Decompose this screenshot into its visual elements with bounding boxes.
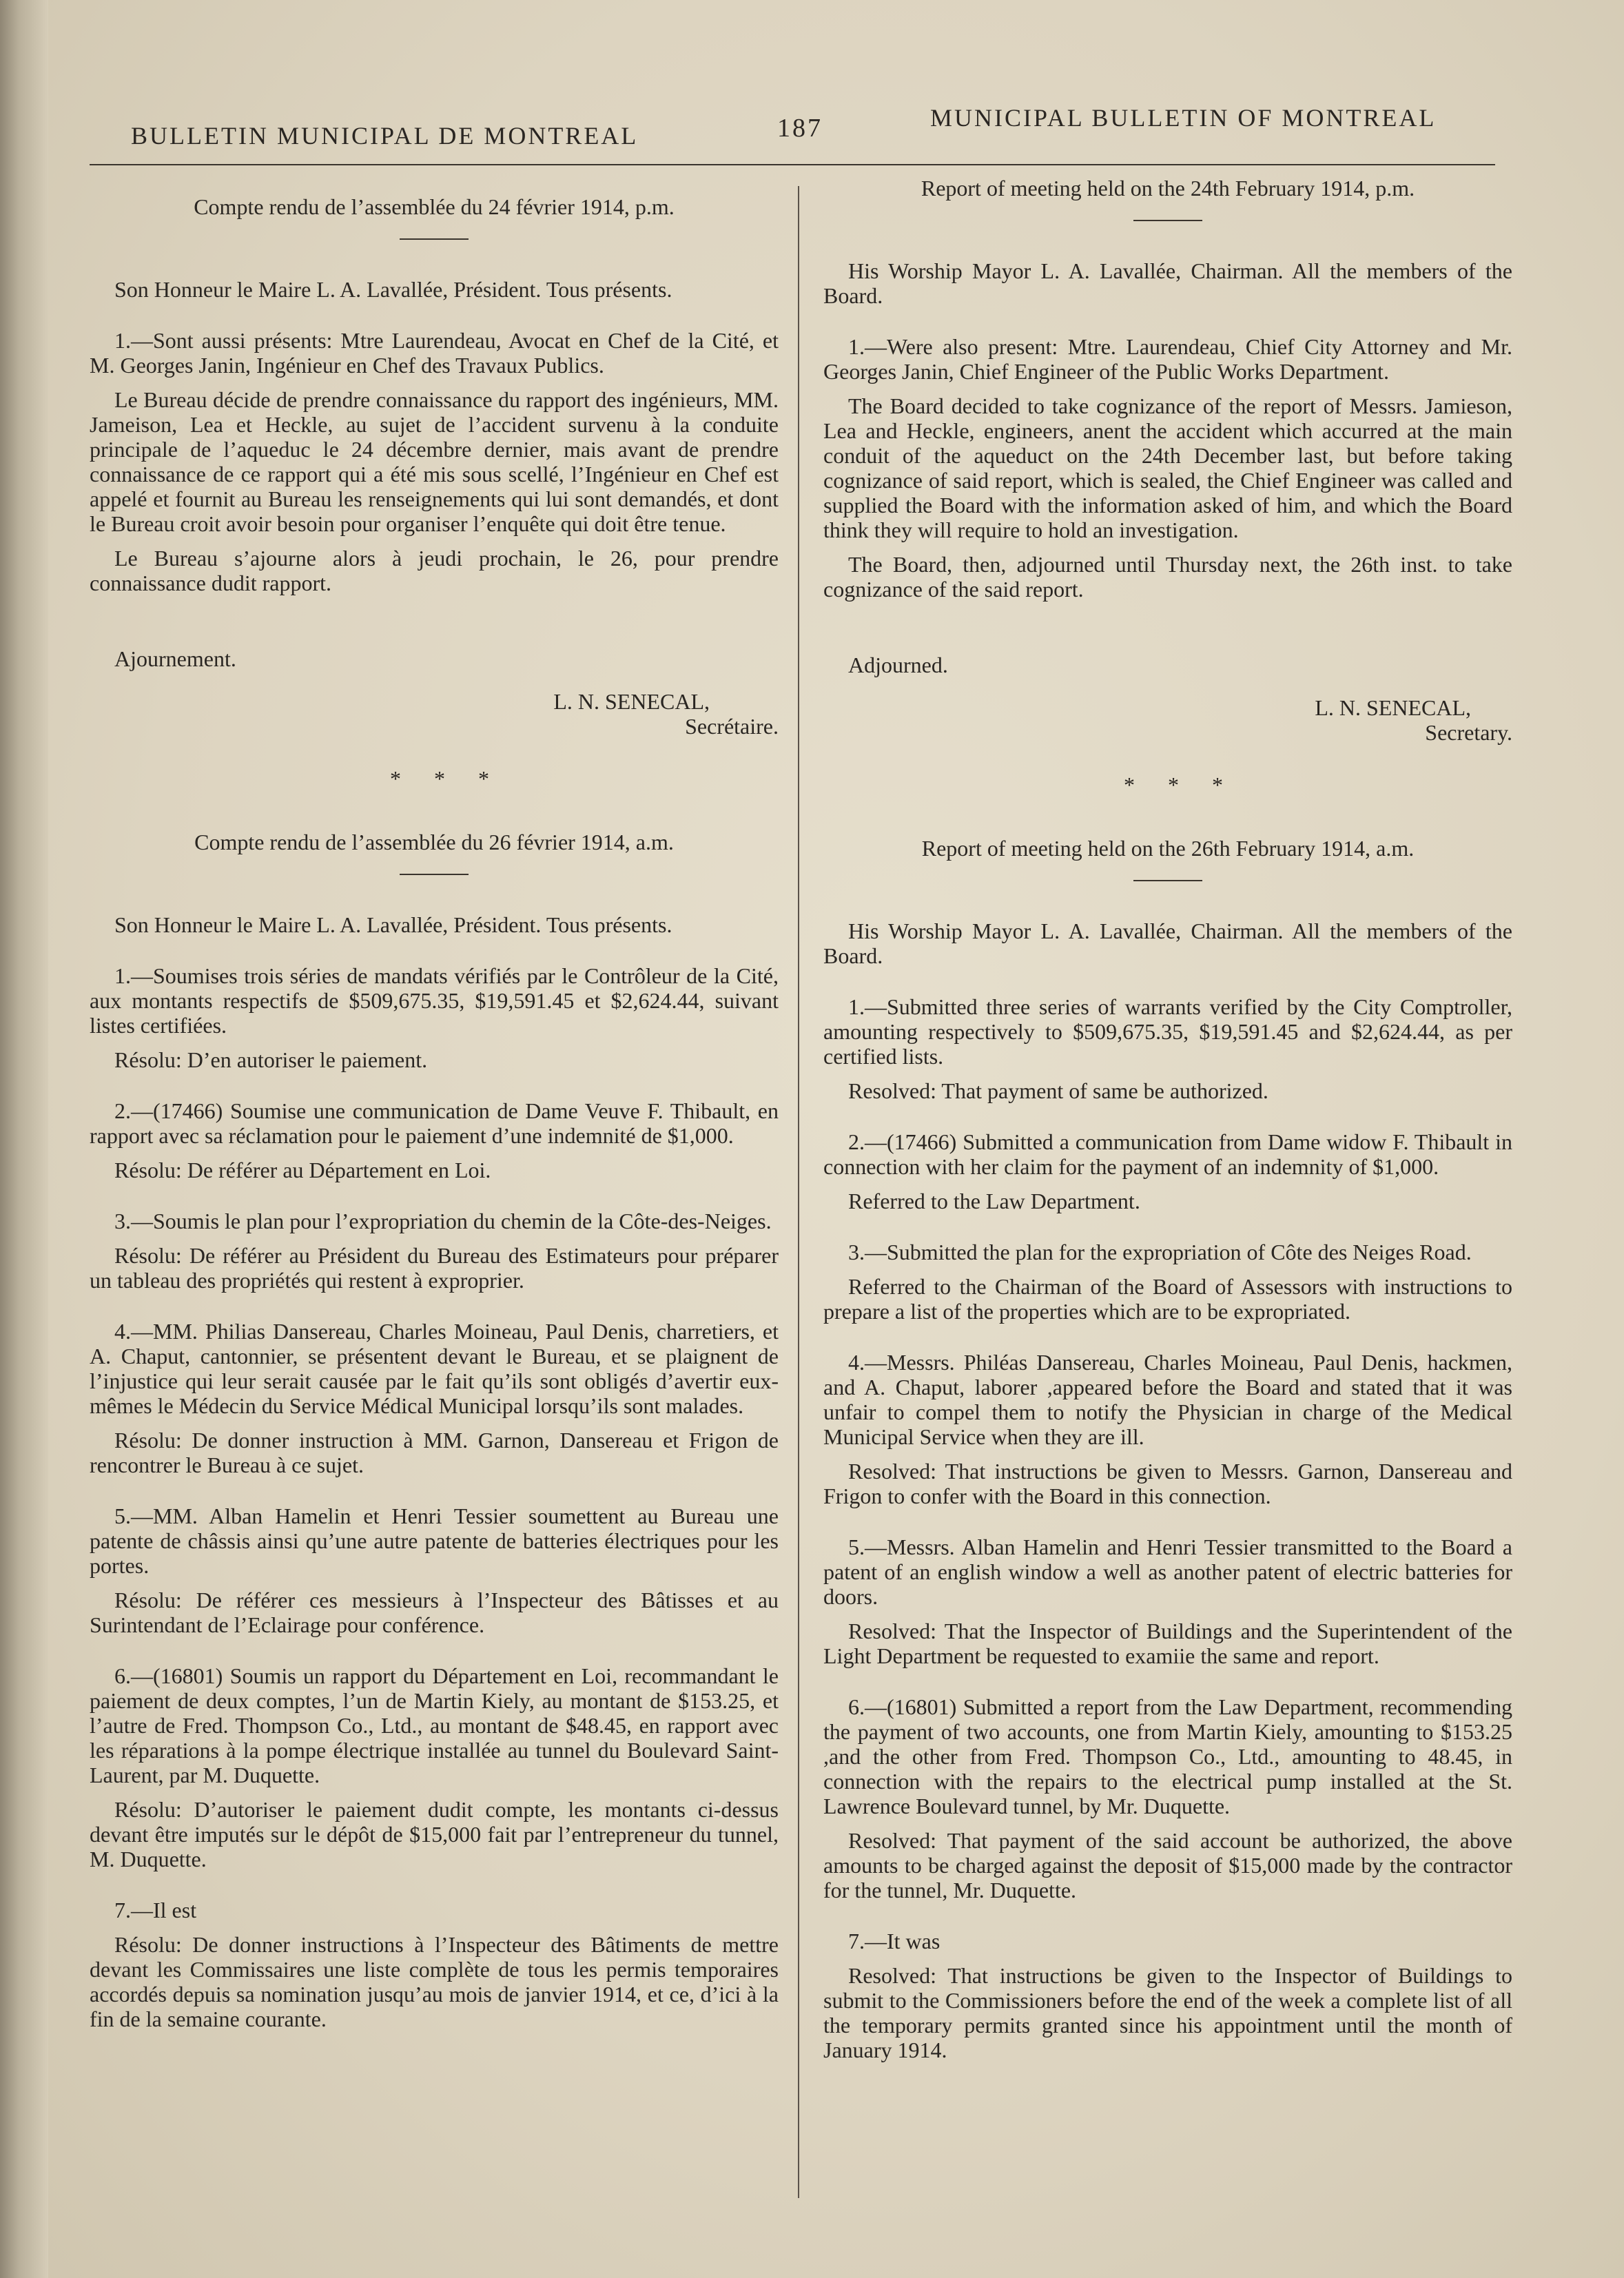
- section-separator: * * *: [390, 766, 503, 791]
- item-resolution: Referred to the Chairman of the Board of Assessors with instructions to prepare a list of the properties which are to be expropriated.: [823, 1274, 1512, 1324]
- short-rule: [1133, 220, 1202, 221]
- item-resolution: Resolved: That the Inspector of Buildings and the Superintendent of the Light Department be requested to examiie the same and report.: [823, 1619, 1512, 1668]
- item-text: 6.—(16801) Soumis un rapport du Département en Loi, recommandant le paiement de deux comptes, l’un de Martin Kiely, au montant de $153.25, et l’autre de Fred. Thompson Co., Ltd., au montant de $48.45, en rapport avec les réparations à la pompe électrique installée au tunnel du Boulevard Saint-Laurent, par M. Duquette.: [90, 1663, 779, 1787]
- item-resolution: Resolved: That payment of same be authorized.: [848, 1078, 1268, 1103]
- item-resolution: Résolu: De donner instruction à MM. Garnon, Dansereau et Frigon de rencontrer le Bureau à ce sujet.: [90, 1428, 779, 1477]
- item-resolution: Resolved: That instructions be given to the Inspector of Buildings to submit to the Commissioners before the end of the week a complete list of all the temporary permits granted since his appointment until the month of January 1914.: [823, 1963, 1512, 2062]
- meeting-title: Compte rendu de l’assemblée du 26 février 1914, a.m.: [194, 830, 674, 854]
- presence-line: Son Honneur le Maire L. A. Lavallée, Président. Tous présents.: [114, 912, 672, 937]
- paragraph: Le Bureau décide de prendre connaissance du rapport des ingénieurs, MM. Jameison, Lea et Heckle, au sujet de l’accident survenu à la conduite principale de l’aqueduc le 24 décembre dernier, mais avant de prendre connaissance de ce rapport qui a été mis sous scellé, l’Ingénieur en Chef est appelé et fournit au Bureau les renseignements qui lui sont demandés, et dont le Bureau croit avoir besoin pour organiser l’enquête qui doit être tenue.: [90, 387, 779, 536]
- item-text: 5.—MM. Alban Hamelin et Henri Tessier soumettent au Bureau une patente de châssis ainsi qu’une autre patente de batteries électriques pour les portes.: [90, 1504, 779, 1578]
- english-column: [823, 176, 1512, 2072]
- item-resolution: Resolved: That payment of the said account be authorized, the above amounts to be charged against the deposit of $15,000 made by the contractor for the tunnel, Mr. Duquette.: [823, 1828, 1512, 1902]
- binding-shadow: [0, 0, 48, 2278]
- paragraph: 1.—Sont aussi présents: Mtre Laurendeau, Avocat en Chef de la Cité, et M. Georges Janin, Ingénieur en Chef des Travaux Publics.: [90, 328, 779, 378]
- item-resolution: Resolved: That instructions be given to Messrs. Garnon, Dansereau and Frigon to confer with the Board in this connection.: [823, 1459, 1512, 1508]
- item-text: 6.—(16801) Submitted a report from the Law Department, recommending the payment of two accounts, one from Martin Kiely, amounting to $153.25 ,and the other from Fred. Thompson Co., Ltd., amounting to 48.45, in connection with the repairs to the electrical pump installed at the St. Lawrence Boulevard tunnel, by Mr. Duquette.: [823, 1694, 1512, 1818]
- meeting-title: Report of meeting held on the 26th February 1914, a.m.: [921, 836, 1415, 861]
- adjournment: Ajournement.: [114, 646, 236, 671]
- signature-title: Secretary.: [1425, 720, 1512, 745]
- item-text: 1.—Submitted three series of warrants verified by the City Comptroller, amounting respectively to $509,675.35, $19,591.45 and $2,624.44, as per certified lists.: [823, 994, 1512, 1069]
- meeting-title: Report of meeting held on the 24th February 1914, p.m.: [921, 176, 1415, 201]
- header-title-en: MUNICIPAL BULLETIN OF MONTREAL: [930, 104, 1437, 132]
- paragraph: 1.—Were also present: Mtre. Laurendeau, Chief City Attorney and Mr. Georges Janin, Chief Engineer of the Public Works Department.: [823, 334, 1512, 384]
- column-divider: [798, 186, 799, 2198]
- signature-name: L. N. SENECAL,: [553, 689, 710, 714]
- item-text: 4.—Messrs. Philéas Dansereau, Charles Moineau, Paul Denis, hackmen, and A. Chaput, laborer ,appeared before the Board and stated that it was unfair to compel them to notify the Physician in charge of the Medical Municipal Service when they are ill.: [823, 1350, 1512, 1449]
- item-text: 7.—Il est: [114, 1898, 197, 1922]
- item-resolution: Referred to the Law Department.: [848, 1189, 1140, 1213]
- item-resolution: Résolu: De référer ces messieurs à l’Inspecteur des Bâtisses et au Surintendant de l’Eclairage pour conférence.: [90, 1588, 779, 1637]
- meeting-title: Compte rendu de l’assemblée du 24 février 1914, p.m.: [194, 194, 675, 219]
- short-rule: [400, 874, 469, 875]
- item-text: 3.—Submitted the plan for the expropriation of Côte des Neiges Road.: [848, 1240, 1472, 1264]
- item-text: 3.—Soumis le plan pour l’expropriation du chemin de la Côte-des-Neiges.: [114, 1209, 772, 1233]
- item-text: 1.—Soumises trois séries de mandats vérifiés par le Contrôleur de la Cité, aux montants respectifs de $509,675.35, $19,591.45 et $2,624.44, suivant listes certifiées.: [90, 963, 779, 1038]
- item-resolution: Résolu: De donner instructions à l’Inspecteur des Bâtiments de mettre devant les Commissaires une liste complète de tous les permis temporaires accordés depuis sa nomination jusqu’au mois de janvier 1914, et ce, d’ici à la fin de la semaine courante.: [90, 1932, 779, 2031]
- item-text: 5.—Messrs. Alban Hamelin and Henri Tessier transmitted to the Board a patent of an english window a well as another patent of electric batteries for doors.: [823, 1535, 1512, 1609]
- header-title-fr: BULLETIN MUNICIPAL DE MONTREAL: [131, 122, 639, 150]
- page-header: [103, 103, 1481, 158]
- paragraph: The Board decided to take cognizance of the report of Messrs. Jamieson, Lea and Heckle, engineers, anent the accident which accurred at the main conduit of the aqueduct on the 24th December last, but before taking cognizance of said report, which is sealed, the Chief Engineer was called and supplied the Board with the information asked of him, and which the Board think they will require to hold an investigation.: [823, 393, 1512, 542]
- item-text: 7.—It was: [848, 1929, 941, 1953]
- paragraph: Le Bureau s’ajourne alors à jeudi prochain, le 26, pour prendre connaissance dudit rapport.: [90, 546, 779, 595]
- page-number: 187: [777, 114, 823, 143]
- french-column: [90, 194, 779, 2041]
- short-rule: [400, 238, 469, 240]
- item-resolution: Résolu: De référer au Président du Bureau des Estimateurs pour préparer un tableau des propriétés qui restent à exproprier.: [90, 1243, 779, 1293]
- signature-title: Secrétaire.: [685, 714, 779, 739]
- item-text: 2.—(17466) Submitted a communication from Dame widow F. Thibault in connection with her claim for the payment of an indemnity of $1,000.: [823, 1129, 1512, 1179]
- presence-line: His Worship Mayor L. A. Lavallée, Chairman. All the members of the Board.: [823, 258, 1512, 308]
- short-rule: [1133, 880, 1202, 881]
- paragraph: The Board, then, adjourned until Thursday next, the 26th inst. to take cognizance of the said report.: [823, 552, 1512, 602]
- item-text: 2.—(17466) Soumise une communication de Dame Veuve F. Thibault, en rapport avec sa réclamation pour le paiement d’une indemnité de $1,000.: [90, 1098, 779, 1148]
- header-rule: [90, 164, 1495, 165]
- item-resolution: Résolu: D’en autoriser le paiement.: [114, 1047, 428, 1072]
- adjournment: Adjourned.: [848, 653, 948, 677]
- item-resolution: Résolu: D’autoriser le paiement dudit compte, les montants ci-dessus devant être imputés sur le dépôt de $15,000 fait par l’entrepreneur du tunnel, M. Duquette.: [90, 1797, 779, 1871]
- presence-line: His Worship Mayor L. A. Lavallée, Chairman. All the members of the Board.: [823, 919, 1512, 968]
- item-text: 4.—MM. Philias Dansereau, Charles Moineau, Paul Denis, charretiers, et A. Chaput, cantonnier, se présentent devant le Bureau, et se plaignent de l’injustice qui leur serait causée par le fait qu’ils sont obligés d’avertir eux-mêmes le Médecin du Service Médical Municipal lorsqu’ils sont malades.: [90, 1319, 779, 1418]
- section-separator: * * *: [1124, 772, 1237, 797]
- signature-name: L. N. SENECAL,: [1315, 695, 1471, 720]
- item-resolution: Résolu: De référer au Département en Loi.: [114, 1158, 491, 1182]
- presence-line: Son Honneur le Maire L. A. Lavallée, Président. Tous présents.: [114, 277, 672, 302]
